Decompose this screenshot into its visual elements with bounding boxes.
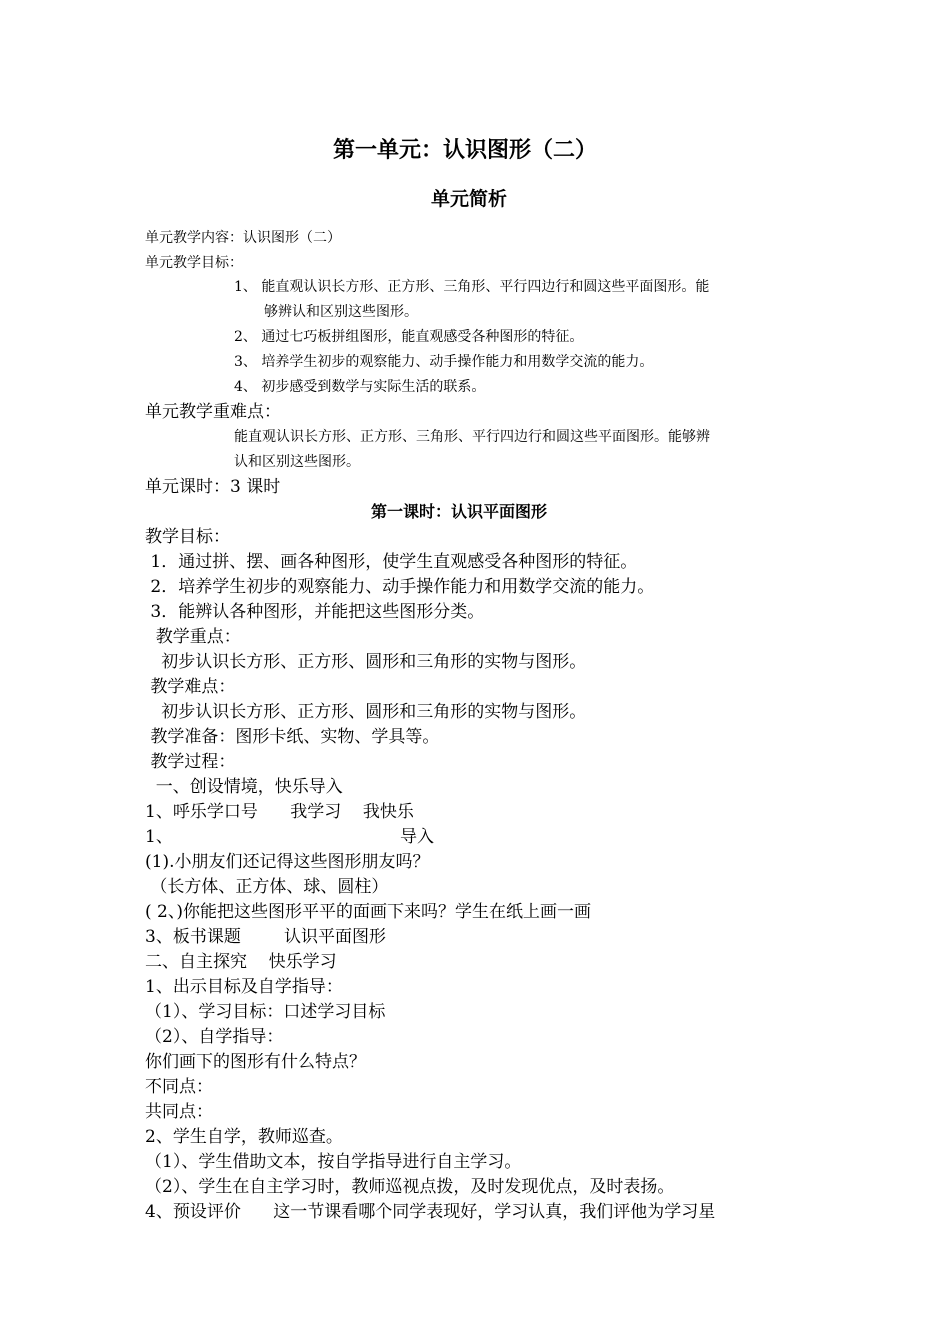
lesson-line: （2）、学生在自主学习时，教师巡视点拨，及时发现优点，及时表扬。: [145, 1177, 675, 1197]
unit-goal-1: 1、 能直观认识长方形、正方形、三角形、平行四边行和圆这些平面图形。能: [234, 279, 710, 295]
lesson-line: （2）、自学指导：: [145, 1027, 284, 1047]
lesson-line: 4、预设评价 这一节课看哪个同学表现好，学习认真，我们评他为学习星: [145, 1202, 716, 1222]
lesson-line: 初步认识长方形、正方形、圆形和三角形的实物与图形。: [145, 702, 587, 722]
lesson-line: 共同点：: [145, 1102, 213, 1122]
lesson-line: 教学难点：: [145, 677, 236, 697]
unit-goal-3: 3、 培养学生初步的观察能力、动手操作能力和用数学交流的能力。: [234, 354, 654, 370]
unit-goals-label: 单元教学目标：: [145, 255, 243, 271]
lesson-line: 你们画下的图形有什么特点？: [145, 1052, 366, 1072]
unit-goal-2: 2、 通过七巧板拼组图形，能直观感受各种图形的特征。: [234, 329, 584, 345]
lesson-line: 1．通过拼、摆、画各种图形，使学生直观感受各种图形的特征。: [145, 552, 638, 572]
lesson-line: 1、: [145, 827, 173, 847]
lesson-line: 不同点：: [145, 1077, 213, 1097]
lesson-line: 教学目标：: [145, 527, 230, 547]
lesson-line: （长方体、正方体、球、圆柱）: [145, 877, 389, 897]
lesson-line: （1）、学生借助文本，按自学指导进行自主学习。: [145, 1152, 522, 1172]
lesson-line: 1、出示目标及自学指导：: [145, 977, 343, 997]
unit-key-text-cont: 认和区别这些图形。: [234, 454, 360, 470]
lesson-line: 教学重点：: [145, 627, 241, 647]
lesson-line: 初步认识长方形、正方形、圆形和三角形的实物与图形。: [145, 652, 587, 672]
section-subtitle: 单元简析: [431, 188, 508, 210]
unit-key-label: 单元教学重难点：: [145, 402, 281, 422]
lesson-line: 2．培养学生初步的观察能力、动手操作能力和用数学交流的能力。: [145, 577, 655, 597]
lesson-intro-word: 导入: [400, 827, 434, 847]
lesson-line: (1).小朋友们还记得这些图形朋友吗？: [145, 852, 430, 872]
lesson-line: 教学准备：图形卡纸、实物、学具等。: [145, 727, 440, 747]
lesson-line: ( 2、)你能把这些图形平平的面画下来吗？学生在纸上画一画: [145, 902, 591, 922]
lesson-line: 二、自主探究 快乐学习: [145, 952, 337, 972]
lesson-line: 教学过程：: [145, 752, 236, 772]
unit-hours: 单元课时：3 课时: [145, 477, 281, 497]
unit-goal-4: 4、 初步感受到数学与实际生活的联系。: [234, 379, 486, 395]
lesson-line: 3．能辨认各种图形，并能把这些图形分类。: [145, 602, 485, 622]
lesson-line: 一、创设情境，快乐导入: [145, 777, 343, 797]
unit-goal-1-cont: 够辨认和区别这些图形。: [264, 304, 418, 320]
lesson-line: （1）、学习目标：口述学习目标: [145, 1002, 386, 1022]
lesson-line: 2、学生自学，教师巡查。: [145, 1127, 343, 1147]
lesson-line: 3、板书课题 认识平面图形: [145, 927, 387, 947]
unit-content: 单元教学内容：认识图形（二）: [145, 230, 341, 246]
page-title: 第一单元：认识图形（二）: [333, 138, 598, 163]
unit-key-text: 能直观认识长方形、正方形、三角形、平行四边行和圆这些平面图形。能够辨: [234, 429, 710, 445]
lesson-heading: 第一课时：认识平面图形: [371, 502, 548, 521]
lesson-line: 1、呼乐学口号 我学习 我快乐: [145, 802, 414, 822]
